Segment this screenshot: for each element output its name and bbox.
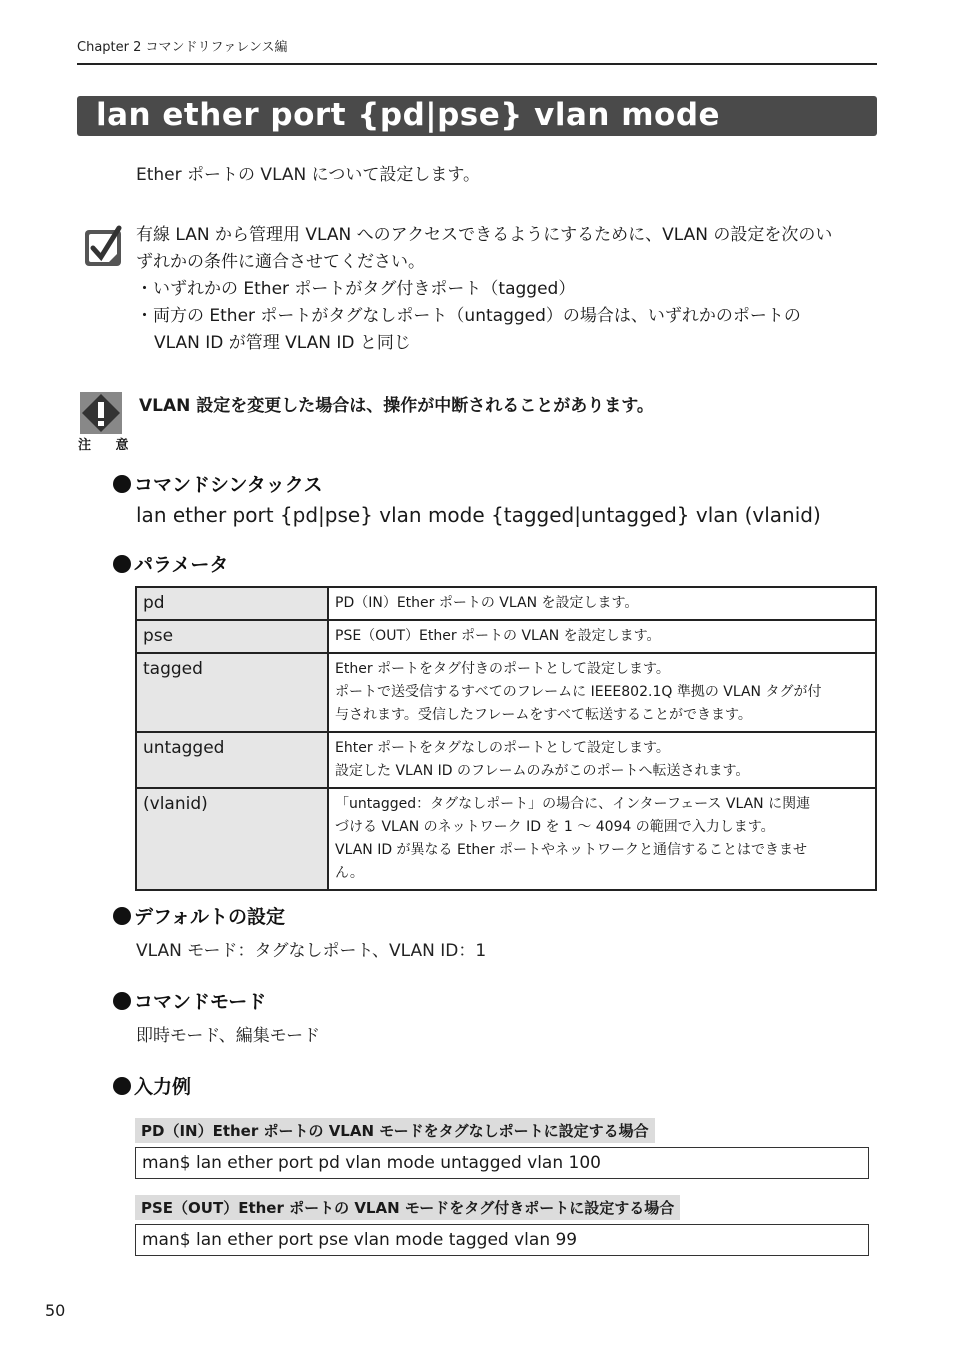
bullet-dot-icon xyxy=(113,992,131,1010)
param-desc-line: Ether ポートをタグ付きのポートとして設定します。 xyxy=(335,661,670,677)
param-name: pse xyxy=(136,620,328,653)
param-name: tagged xyxy=(136,653,328,732)
note-block xyxy=(136,222,881,357)
param-desc-line: 「untagged：タグなしポート」の場合に、インターフェース VLAN に関連 xyxy=(335,796,811,812)
section-heading-example xyxy=(113,1072,191,1099)
param-name: pd xyxy=(136,587,328,620)
page-number: 50 xyxy=(45,1301,66,1320)
param-desc xyxy=(328,732,876,788)
table-row xyxy=(136,620,876,653)
section-heading-label: 入力例 xyxy=(134,1076,192,1098)
example-caption: PD（IN）Ether ポートの VLAN モードをタグなしポートに設定する場合 xyxy=(135,1118,655,1143)
note-line: ・両方の Ether ポートがタグなしポート（untagged）の場合は、いずれかのポートの xyxy=(136,306,801,326)
param-desc-line: 与されます。受信したフレームをすべて転送することができます。 xyxy=(335,707,752,723)
section-heading-syntax xyxy=(113,470,323,497)
intro-text: Ether ポートの VLAN について設定します。 xyxy=(136,165,480,185)
chapter-header: Chapter 2 コマンドリファレンス編 xyxy=(77,40,288,55)
param-desc-line: PSE（OUT）Ether ポートの VLAN を設定します。 xyxy=(335,628,661,644)
header-rule xyxy=(77,63,877,65)
command-syntax: lan ether port {pd|pse} vlan mode {tagged|untagged} vlan (vlanid) xyxy=(136,503,821,527)
section-heading-params xyxy=(113,550,228,577)
section-heading-label: デフォルトの設定 xyxy=(134,906,286,928)
bullet-dot-icon xyxy=(113,1077,131,1095)
note-line: 有線 LAN から管理用 VLAN へのアクセスできるようにするために、VLAN の設定を次のい xyxy=(136,225,833,245)
title-bar xyxy=(77,96,877,136)
table-row xyxy=(136,732,876,788)
params-table xyxy=(135,586,877,891)
param-desc-line: VLAN ID が異なる Ether ポートやネットワークと通信することはできませ xyxy=(335,842,808,858)
param-desc-line: づける VLAN のネットワーク ID を 1 ～ 4094 の範囲で入力します。 xyxy=(335,819,775,835)
param-desc xyxy=(328,788,876,890)
param-desc xyxy=(328,653,876,732)
example-code: man$ lan ether port pd vlan mode untagged vlan 100 xyxy=(135,1147,869,1179)
caution-label: 注 意 xyxy=(78,438,139,453)
section-heading-label: コマンドシンタックス xyxy=(134,474,323,496)
table-row xyxy=(136,653,876,732)
bullet-dot-icon xyxy=(113,907,131,925)
command-mode-text: 即時モード、編集モード xyxy=(136,1026,321,1046)
section-heading-label: パラメータ xyxy=(134,554,229,576)
bullet-dot-icon xyxy=(113,475,131,493)
param-name: untagged xyxy=(136,732,328,788)
param-desc-line: ポートで送受信するすべてのフレームに IEEE802.1Q 準拠の VLAN タグが付 xyxy=(335,684,822,700)
param-desc-line: 設定した VLAN ID のフレームのみがこのポートへ転送されます。 xyxy=(335,763,750,779)
section-heading-mode xyxy=(113,987,266,1014)
param-desc-line: ん。 xyxy=(335,865,364,881)
param-desc xyxy=(328,587,876,620)
param-name: (vlanid) xyxy=(136,788,328,890)
param-desc-line: Ehter ポートをタグなしのポートとして設定します。 xyxy=(335,740,670,756)
example-code: man$ lan ether port pse vlan mode tagged vlan 99 xyxy=(135,1224,869,1256)
exclamation-caution-icon xyxy=(78,390,124,436)
note-line: ずれかの条件に適合させてください。 xyxy=(136,252,425,272)
param-desc xyxy=(328,620,876,653)
note-line: ・いずれかの Ether ポートがタグ付きポート（tagged） xyxy=(136,279,576,299)
section-heading-default xyxy=(113,902,285,929)
table-row xyxy=(136,587,876,620)
checkmark-memo-icon xyxy=(83,224,125,270)
default-setting-text: VLAN モード：タグなしポート、VLAN ID：1 xyxy=(136,941,487,961)
example-caption: PSE（OUT）Ether ポートの VLAN モードをタグ付きポートに設定する場合 xyxy=(135,1195,680,1220)
section-heading-label: コマンドモード xyxy=(134,991,267,1013)
table-row xyxy=(136,788,876,890)
caution-text: VLAN 設定を変更した場合は、操作が中断されることがあります。 xyxy=(139,396,654,416)
bullet-dot-icon xyxy=(113,555,131,573)
param-desc-line: PD（IN）Ether ポートの VLAN を設定します。 xyxy=(335,595,639,611)
note-line: VLAN ID が管理 VLAN ID と同じ xyxy=(154,333,411,353)
page-title: lan ether port {pd|pse} vlan mode xyxy=(96,97,721,133)
